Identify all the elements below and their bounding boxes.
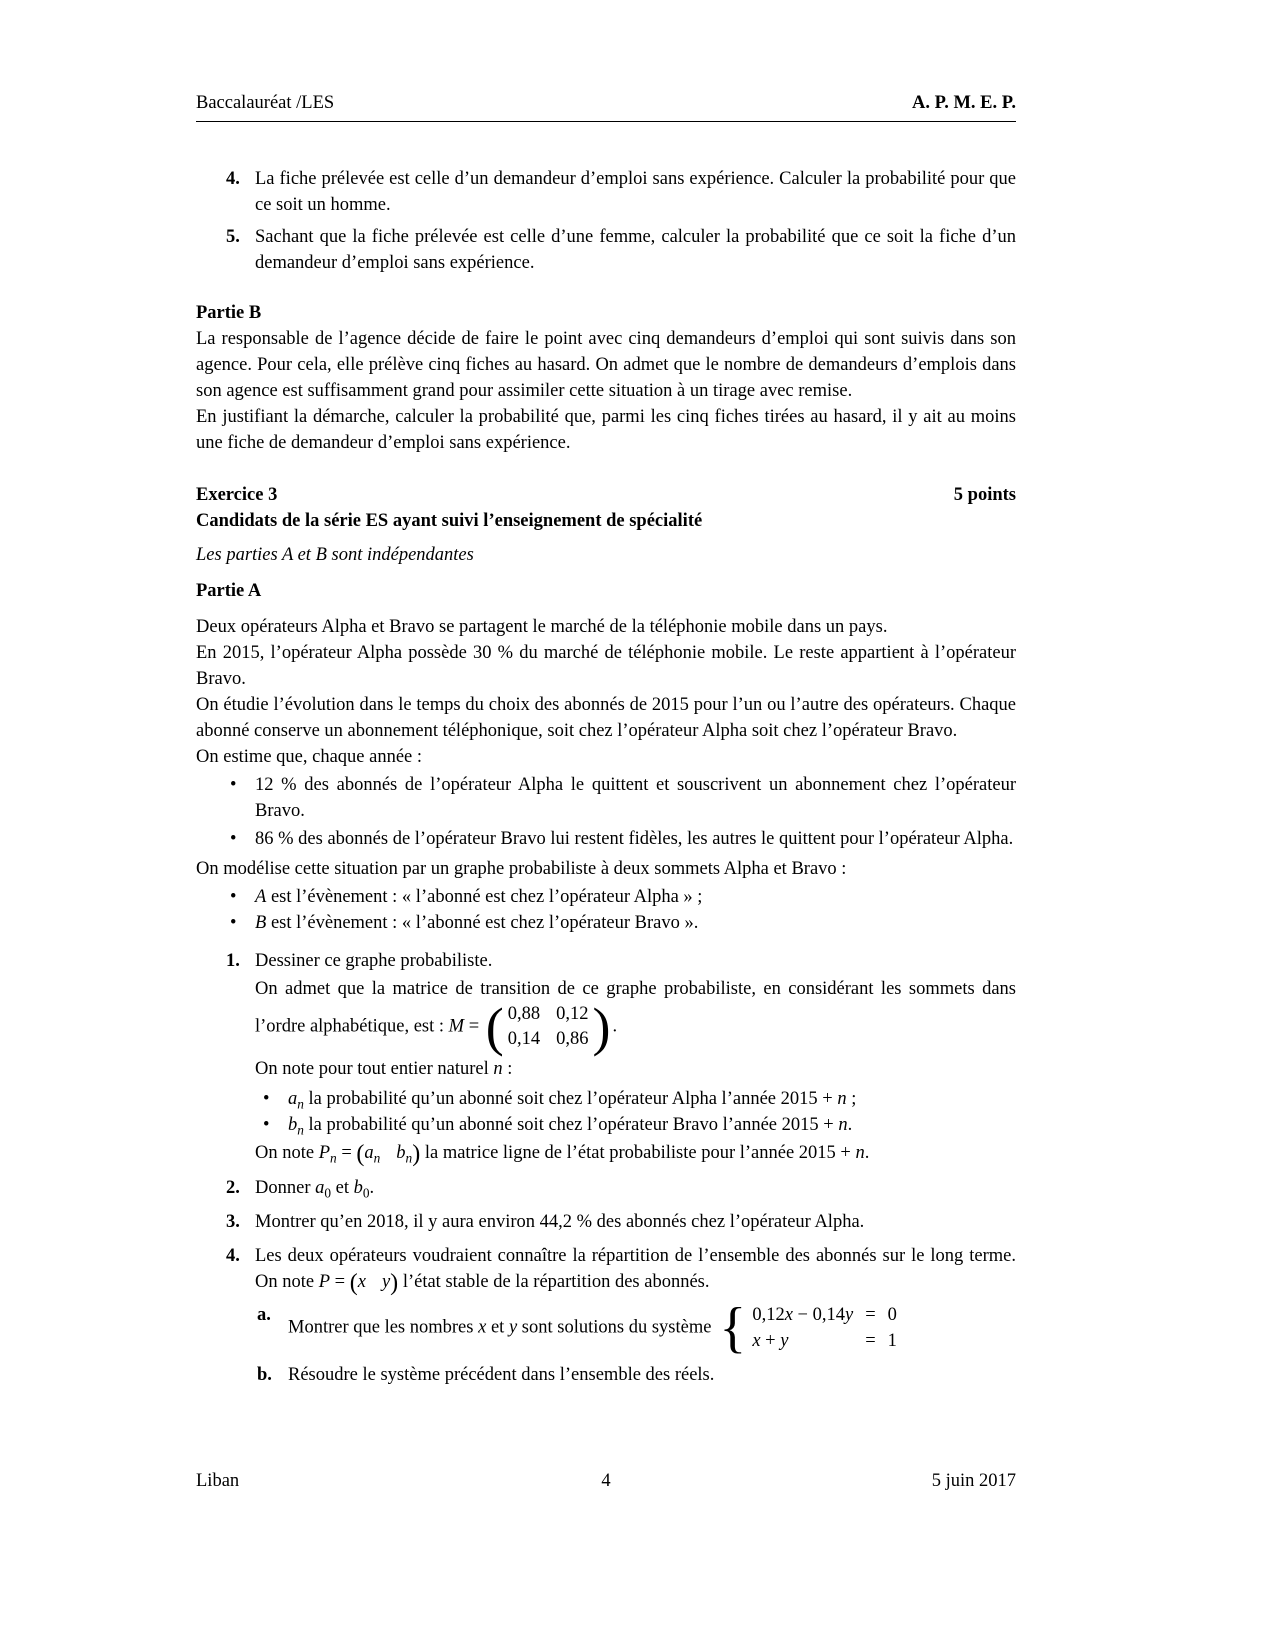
text-run: : [502, 1059, 513, 1079]
text-run: On admet que la matrice de transition de ce graphe probabiliste, en considérant les sommets dans l’ordre alphabétique, est : [255, 979, 1016, 1037]
sub-item-letter: b. [257, 1364, 272, 1385]
header-left-text: Baccalauréat /LES [196, 93, 335, 113]
item-text: Résoudre le système précédent dans l’ensemble des réels. [288, 1364, 715, 1385]
text-run: = [464, 1016, 484, 1037]
math-variable: B [255, 913, 267, 933]
partie-a-paragraph-1: Deux opérateurs Alpha et Bravo se partagent le marché de la téléphonie mobile dans un pays. [196, 617, 888, 637]
matrix-cell: 0,88 [507, 1004, 541, 1024]
partie-b-paragraph-1: La responsable de l’agence décide de faire le point avec cinq demandeurs d’emploi qui sont suivis dans son agence. Pour cela, elle prélève cinq fiches au hasard. On admet que le nombre de demandeurs d’emplois dans son agence est suffisamment grand pour assimiler cette situation à un tirage avec remise. [196, 329, 1016, 401]
exercise-points: 5 points [953, 485, 1016, 505]
system-rows [752, 1302, 897, 1354]
math-subscript: n [297, 1096, 304, 1112]
text-run: Donner [255, 1177, 316, 1198]
bullet-text: est l’évènement : « l’abonné est chez l’opérateur Bravo ». [266, 913, 699, 933]
document-body [196, 166, 1016, 1388]
footer-date: 5 juin 2017 [931, 1471, 1016, 1491]
math-variable-y: y [780, 1330, 789, 1351]
open-paren: ( [349, 1269, 358, 1296]
bullet-item-bravo-fidele [196, 826, 1016, 852]
item-number: 1. [226, 951, 240, 971]
text-run: . [847, 1115, 853, 1135]
system-brace: { [719, 1296, 747, 1359]
question-item-5 [196, 224, 1016, 276]
math-variable-a: a [288, 1089, 298, 1109]
footer-page-number: 4 [601, 1471, 611, 1491]
text-run: = [330, 1271, 350, 1292]
page-header [196, 90, 1016, 116]
math-variable-n: n [855, 1143, 865, 1163]
bullet-item-event-a [196, 884, 1016, 910]
bullet-item-bn [255, 1112, 1016, 1138]
text-run: − 0,14 [792, 1304, 845, 1325]
matrix-cell: 0,86 [556, 1029, 589, 1049]
math-variable-P: P [318, 1271, 331, 1292]
sub-question-b [255, 1362, 1016, 1388]
item-text: Sachant que la fiche prélevée est celle d’une femme, calculer la probabilité que ce soit la fiche d’un demandeur d’emploi sans expérience. [255, 227, 1016, 273]
item-number: 4. [226, 1245, 240, 1266]
math-variable-a: a [364, 1143, 374, 1163]
q1-statement: Dessiner ce graphe probabiliste. [255, 951, 493, 971]
q4-statement [255, 1243, 1016, 1296]
matrix-cell: 0,12 [556, 1004, 589, 1024]
text-run: sont solutions du système [517, 1317, 712, 1337]
math-variable-P: P [318, 1143, 331, 1163]
bullet-item-event-b [196, 910, 1016, 936]
equals-sign: = [865, 1330, 876, 1351]
text-run: et [486, 1317, 509, 1337]
question-item-4 [196, 166, 1016, 218]
close-paren: ) [412, 1140, 421, 1167]
text-run: . [612, 1016, 618, 1037]
text-run: Montrer que les nombres [288, 1317, 479, 1337]
partie-b-paragraph-2: En justifiant la démarche, calculer la probabilité que, parmi les cinq fiches tirées au hasard, il y ait au moins une fiche de demandeur d’emploi sans expérience. [196, 407, 1016, 453]
bullet-text: 86 % des abonnés de l’opérateur Bravo lui restent fidèles, les autres le quittent pour l’opérateur Alpha. [255, 829, 1014, 849]
math-variable-M: M [448, 1016, 465, 1037]
math-variable-n: n [493, 1059, 503, 1079]
math-variable-x: x [752, 1330, 761, 1351]
close-paren: ) [390, 1269, 399, 1296]
text-run: . [864, 1143, 870, 1163]
bullet-text: 12 % des abonnés de l’opérateur Alpha le quittent et souscrivent un abonnement chez l’opérateur Bravo. [255, 775, 1016, 821]
bullet-text: la probabilité qu’un abonné soit chez l’opérateur Alpha l’année 2015 + [303, 1089, 838, 1109]
math-variable-y: y [381, 1271, 391, 1292]
matrix-cell: 0,14 [507, 1029, 541, 1049]
page-footer [196, 1468, 1016, 1494]
header-right-text: A. P. M. E. P. [912, 93, 1016, 113]
text-run: = [336, 1143, 357, 1163]
math-subscript: 0 [324, 1185, 332, 1201]
exercise-note: Les parties A et B sont indépendantes [196, 545, 474, 565]
equation-lhs [752, 1302, 853, 1328]
item-number: 4. [226, 169, 240, 189]
text-run: et [331, 1177, 354, 1198]
footer-place: Liban [196, 1471, 240, 1491]
math-variable: A [255, 887, 267, 907]
q1-note-line [255, 1056, 1016, 1082]
math-subscript: n [405, 1150, 413, 1166]
partie-a-paragraph-3: On étudie l’évolution dans le temps du choix des abonnés de 2015 pour l’un ou l’autre des opérateurs. Chaque abonné conserve un abonnement téléphonique, soit chez l’opérateur Alpha soit chez l’opérateur Bravo. [196, 695, 1016, 741]
math-variable-b: b [396, 1143, 406, 1163]
q1-matrix-paragraph [255, 976, 1016, 1057]
equation-lhs [752, 1328, 788, 1354]
math-variable-n: n [837, 1089, 847, 1109]
math-subscript: n [330, 1150, 337, 1166]
sub-item-letter: a. [257, 1304, 271, 1325]
math-variable-x: x [784, 1304, 793, 1325]
section-title-partie-b: Partie B [196, 303, 262, 323]
exercise-subtitle: Candidats de la série ES ayant suivi l’enseignement de spécialité [196, 511, 703, 531]
math-variable-b: b [353, 1177, 363, 1198]
item-number: 3. [226, 1211, 240, 1232]
text-run: . [369, 1177, 375, 1198]
item-text: La fiche prélevée est celle d’un demandeur d’emploi sans expérience. Calculer la probabilité pour que ce soit un homme. [255, 169, 1016, 215]
bullet-text: est l’évènement : « l’abonné est chez l’opérateur Alpha » ; [266, 887, 703, 907]
bullet-item-alpha-quit [196, 772, 1016, 824]
transition-matrix [485, 997, 611, 1057]
question-item-4b [196, 1243, 1016, 1388]
sub-question-a [255, 1296, 1016, 1359]
math-subscript: n [373, 1150, 381, 1166]
math-variable-x: x [478, 1317, 487, 1337]
matrix-close-paren: ) [592, 997, 611, 1057]
text-run: ; [846, 1089, 857, 1109]
section-title-partie-a: Partie A [196, 581, 262, 601]
math-variable-y: y [844, 1304, 854, 1325]
math-subscript: n [297, 1122, 304, 1138]
equation-rhs: 1 [887, 1330, 897, 1351]
math-subscript: 0 [362, 1185, 370, 1201]
matrix-cells [504, 1002, 593, 1052]
math-variable-x: x [357, 1271, 366, 1292]
item-number: 2. [226, 1177, 240, 1198]
bullet-text: la probabilité qu’un abonné soit chez l’opérateur Bravo l’année 2015 + [303, 1115, 839, 1135]
question-item-2 [196, 1175, 1016, 1201]
bullet-item-an [255, 1086, 1016, 1112]
partie-a-paragraph-2: En 2015, l’opérateur Alpha possède 30 % du marché de téléphonie mobile. Le reste appartient à l’opérateur Bravo. [196, 643, 1016, 689]
open-paren: ( [356, 1140, 365, 1167]
math-variable-n: n [838, 1115, 848, 1135]
item-number: 5. [226, 227, 240, 247]
text-run: On note pour tout entier naturel [255, 1059, 494, 1079]
question-item-3 [196, 1209, 1016, 1235]
item-text: Montrer qu’en 2018, il y aura environ 44,2 % des abonnés chez l’opérateur Alpha. [255, 1211, 865, 1232]
text-run: 0,12 [752, 1304, 785, 1325]
text-run: Les deux opérateurs voudraient connaître la répartition de l’ensemble des abonnés sur le long terme. On note [255, 1245, 1016, 1292]
equation-rhs: 0 [887, 1304, 897, 1325]
math-variable-b: b [288, 1115, 298, 1135]
question-item-1 [196, 948, 1016, 1167]
text-run: l’état stable de la répartition des abonnés. [398, 1271, 710, 1292]
equals-sign: = [865, 1304, 876, 1325]
exercise-title: Exercice 3 [196, 485, 278, 505]
partie-a-paragraph-4: On estime que, chaque année : [196, 747, 423, 767]
text-run: la matrice ligne de l’état probabiliste pour l’année 2015 + [420, 1143, 856, 1163]
text-run: On note [255, 1143, 319, 1163]
q1-pn-line [255, 1140, 1016, 1167]
math-variable-y: y [508, 1317, 518, 1337]
math-variable-a: a [315, 1177, 325, 1198]
header-rule [196, 121, 1016, 122]
exercise-heading [196, 482, 1016, 508]
equation-system [719, 1296, 897, 1359]
text-run: + [760, 1330, 781, 1351]
matrix-open-paren: ( [485, 997, 504, 1057]
partie-a-paragraph-5: On modélise cette situation par un graphe probabiliste à deux sommets Alpha et Bravo : [196, 859, 847, 879]
